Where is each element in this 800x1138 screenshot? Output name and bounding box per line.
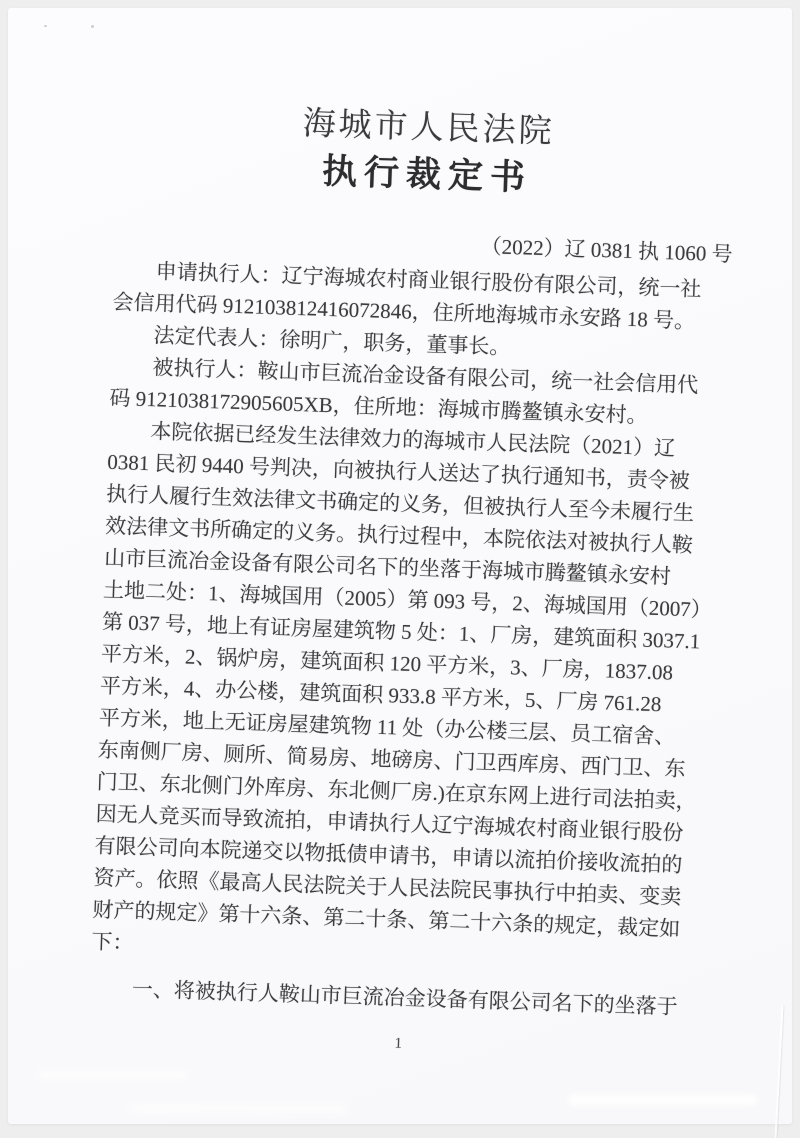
scan-streak: [128, 1104, 348, 1114]
scan-dust-speck: [91, 25, 94, 28]
document-content: [88, 0, 742, 1063]
paragraph-respondent: 被执行人：鞍山市巨流冶金设备有限公司，统一社会信用代 码 9121038172905605XB，住所地：海城市腾鳌镇永安村。: [109, 355, 699, 428]
document-title: 执行裁定书: [321, 151, 533, 198]
scan-streak: [38, 1070, 188, 1080]
paragraph-legal-representative: 法定代表人：徐明广，职务，董事长。: [153, 323, 511, 360]
scan-streak: [568, 1094, 758, 1106]
paragraph-applicant: 申请执行人：辽宁海城农村商业银行股份有限公司，统一社 会信用代码 912103812416072846，住所地海城市永安路 18 号。: [112, 259, 702, 334]
scanned-page: [8, 8, 792, 1124]
paragraph-ruling-item-1: 一、将被执行人鞍山市巨流冶金设备有限公司名下的坐落于: [131, 976, 678, 1019]
paragraph-main-body: 本院依据已经发生法律效力的海城市人民法院（2021）辽 0381 民初 9440 号判决，向被执行人送达了执行通知书，责令被 执行人履行生效法律文书确定的义务，但被执行人至今未履行生 效法律文书所确定的义务。执行过程中，本院依法对被执行人鞍 山市巨流冶金设备有限公司名下的坐落于海城市腾鳌镇永安村 土地二处：1、海城国用（2005）第 093 号，2、海城国用（2007） 第 037 号，地上有证房屋建筑物 5 处：1、厂房，建筑面积 3037.1 平方米，2、锅炉房，建筑面积 120 平方米，3、厂房，1837.08 平方米，4、办公楼，建筑面积 933.8 平方米，5、厂房 761.28 平方米，地上无证房屋建筑物 11 处（办公楼三层、员工宿舍、 东南侧厂房、厕所、简易房、地磅房、门卫西库房、西门卫、东 门卫、东北侧门外库房、东北侧厂房.)在京东网上进行司法拍卖， 因无人竞买而导致流拍，申请执行人辽宁海城农村商业银行股份 有限公司向本院递交以物抵债申请书，申请以流拍价接收流拍的 资产。依照《最高人民法院关于人民法院民事执行中拍卖、变卖 财产的规定》第十六条、第二十条、第二十六条的规定，裁定如 下：: [91, 419, 713, 955]
scan-dust-speck: [44, 25, 47, 27]
page-number: 1: [394, 1035, 403, 1052]
court-name: 海城市人民法院: [302, 106, 556, 151]
scan-crease: [775, 1006, 784, 1138]
case-number: （2022）辽 0381 执 1060 号: [480, 234, 733, 267]
